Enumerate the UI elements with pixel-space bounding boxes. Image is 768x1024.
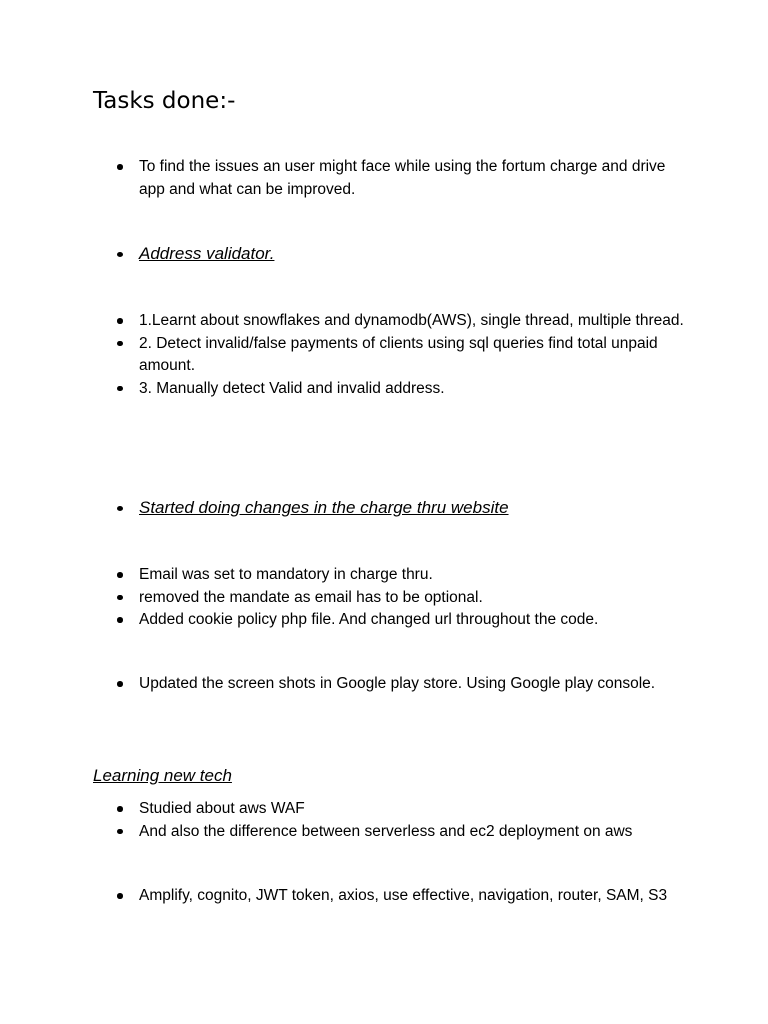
section-charge-thru (114, 497, 684, 520)
page-title: Tasks done:- (93, 88, 236, 114)
list-item: Amplify, cognito, JWT token, axios, use effective, navigation, router, SAM, S3 (114, 885, 684, 908)
task-list-tech (114, 885, 684, 908)
list-item: And also the difference between serverless and ec2 deployment on aws (114, 821, 684, 844)
task-list-play-store (114, 673, 684, 696)
task-list-learning (114, 798, 684, 843)
list-item: Updated the screen shots in Google play store. Using Google play console. (114, 673, 684, 696)
task-list-address-validator (114, 310, 684, 400)
list-item: 1.Learnt about snowflakes and dynamodb(AWS), single thread, multiple thread. (114, 310, 684, 333)
list-item: 3. Manually detect Valid and invalid address. (114, 378, 684, 401)
section-heading-learning: Learning new tech (93, 766, 232, 785)
list-item: removed the mandate as email has to be optional. (114, 587, 684, 610)
task-list-charge-thru (114, 564, 684, 632)
list-item: Added cookie policy php file. And changed url throughout the code. (114, 609, 684, 632)
list-item: Studied about aws WAF (114, 798, 684, 821)
list-item: 2. Detect invalid/false payments of clients using sql queries find total unpaid amount. (114, 333, 684, 378)
list-item: To find the issues an user might face while using the fortum charge and drive app and what can be improved. (114, 156, 684, 201)
section-address-validator (114, 243, 684, 266)
section-heading-charge-thru: Started doing changes in the charge thru website (114, 497, 684, 520)
task-list-research (114, 156, 684, 201)
section-heading-address-validator: Address validator. (114, 243, 684, 266)
list-item: Email was set to mandatory in charge thru. (114, 564, 684, 587)
